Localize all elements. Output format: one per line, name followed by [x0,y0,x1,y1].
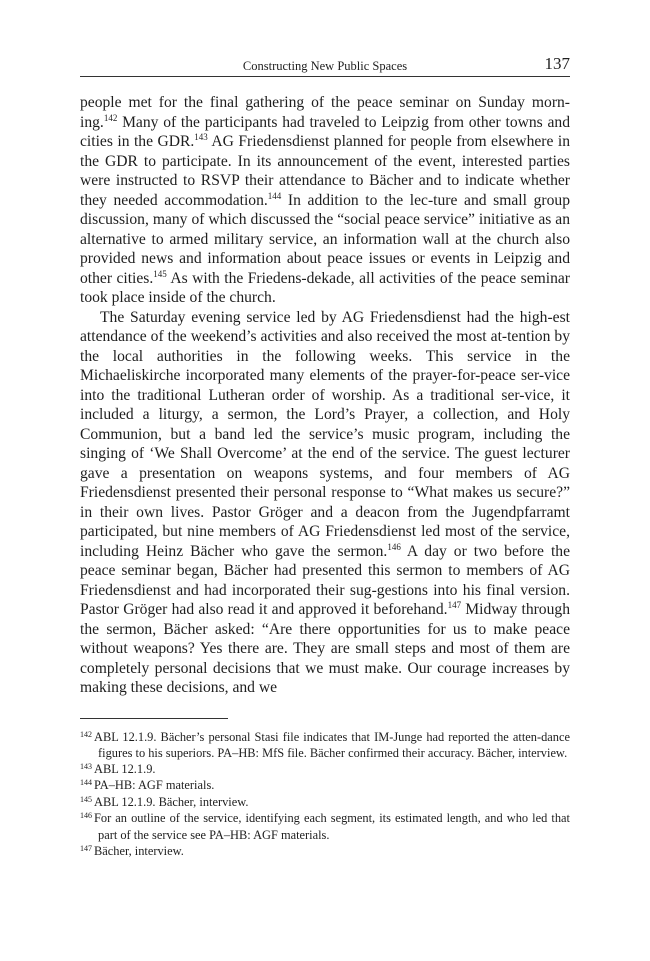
footnote-number: 147 [80,843,92,853]
footnote-ref-142: 142 [103,112,118,123]
body-text [80,93,570,698]
footnote-144 [80,778,570,795]
footnote-ref-146: 146 [387,541,401,552]
text-run: A day or two before the peace seminar began, Bächer had presented this sermon to members of AG Friedensdienst and had incorporated their sug-gestions into his final version. Pastor Gröger had also read it and approved it beforehand. [80,542,570,618]
footnote-ref-147: 147 [447,600,462,610]
footnote-146 [80,811,570,843]
book-page [80,56,570,860]
footnote-number: 142 [80,729,92,739]
paragraph-1 [80,93,570,308]
text-run: The Saturday evening service led by AG Friedensdienst had the high-est attendance of the weekend’s activities and also received the most at-tention by the local authorities in the following weeks. This service in the Michaeliskirche incorporated many elements of the prayer-for-peace ser-vice into the traditional Lutheran order of worship. As a traditional ser-vice, it included a liturgy, a sermon, the Lord’s Prayer, a collection, and Holy Communion, but a band led the service’s music program, including the singing of ‘We Shall Overcome’ at the end of the service. The guest lecturer gave a presentation on weapons systems, and four members of AG Friedensdienst presented their personal response to “What makes us secure?” in their own lives. Pastor Gröger and a deacon from the Jugendpfarramt participated, but nine members of AG Friedensdienst led most of the service, including Heinz Bächer who gave the sermon. [80,308,570,560]
footnote-147 [80,844,570,861]
text-run: Midway through the sermon, Bächer asked: “Are there opportunities for us to make peace without weapons? Yes there are. They are small steps and most of them are completely personal decisions that we must make. Our courage increases by making these decisions, and we [80,601,570,696]
text-run: Many of the participants had traveled to Leipzig from other towns and cities in the GDR. [80,113,570,150]
footnote-divider [80,718,228,719]
page-number: 137 [544,54,570,73]
footnote-text: ABL 12.1.9. Bächer’s personal Stasi file indicates that IM-Junge had reported the atten-dance figures to his superiors. PA–HB: MfS file. Bächer confirmed their accuracy. Bächer, interview. [94,729,570,761]
footnote-text: PA–HB: AGF materials. [94,778,215,793]
text-run: AG Friedensdienst planned for people from elsewhere in the GDR to participate. In its announcement of the event, interested parties were instructed to RSVP their attendance to Bächer and to indicate whether they needed accommodation. [80,133,570,209]
running-head: Constructing New Public Spaces [242,59,408,73]
footnote-145 [80,795,570,812]
footnote-ref-145: 145 [153,268,167,279]
paragraph-2 [80,308,570,698]
text-run: In addition to the lec-ture and small group discussion, many of which discussed the “social peace service” initiative as an alternative to armed military service, an information wall at the church also provided news and information about peace issues or events in Leipzig and other cities. [80,191,570,287]
footnotes [80,730,570,861]
footnote-number: 143 [80,761,92,771]
text-run: people met for the final gathering of the peace seminar on Sunday morn-ing. [80,94,570,131]
text-run: As with the Friedens-dekade, all activities of the peace seminar took place inside of the church. [80,269,571,306]
footnote-text: Bächer, interview. [94,843,184,858]
footnote-text: ABL 12.1.9. Bächer, interview. [94,794,249,809]
footnote-text: For an outline of the service, identifying each segment, its estimated length, and who led that part of the service see PA–HB: AGF materials. [94,811,570,843]
footnote-number: 146 [80,811,92,821]
footnote-143 [80,762,570,779]
footnote-number: 145 [80,794,92,804]
footnote-number: 144 [80,778,92,788]
page-header [80,56,570,77]
footnote-142 [80,730,570,762]
footnote-ref-143: 143 [194,132,208,142]
footnote-text: ABL 12.1.9. [94,761,156,776]
footnote-ref-144: 144 [267,190,282,201]
